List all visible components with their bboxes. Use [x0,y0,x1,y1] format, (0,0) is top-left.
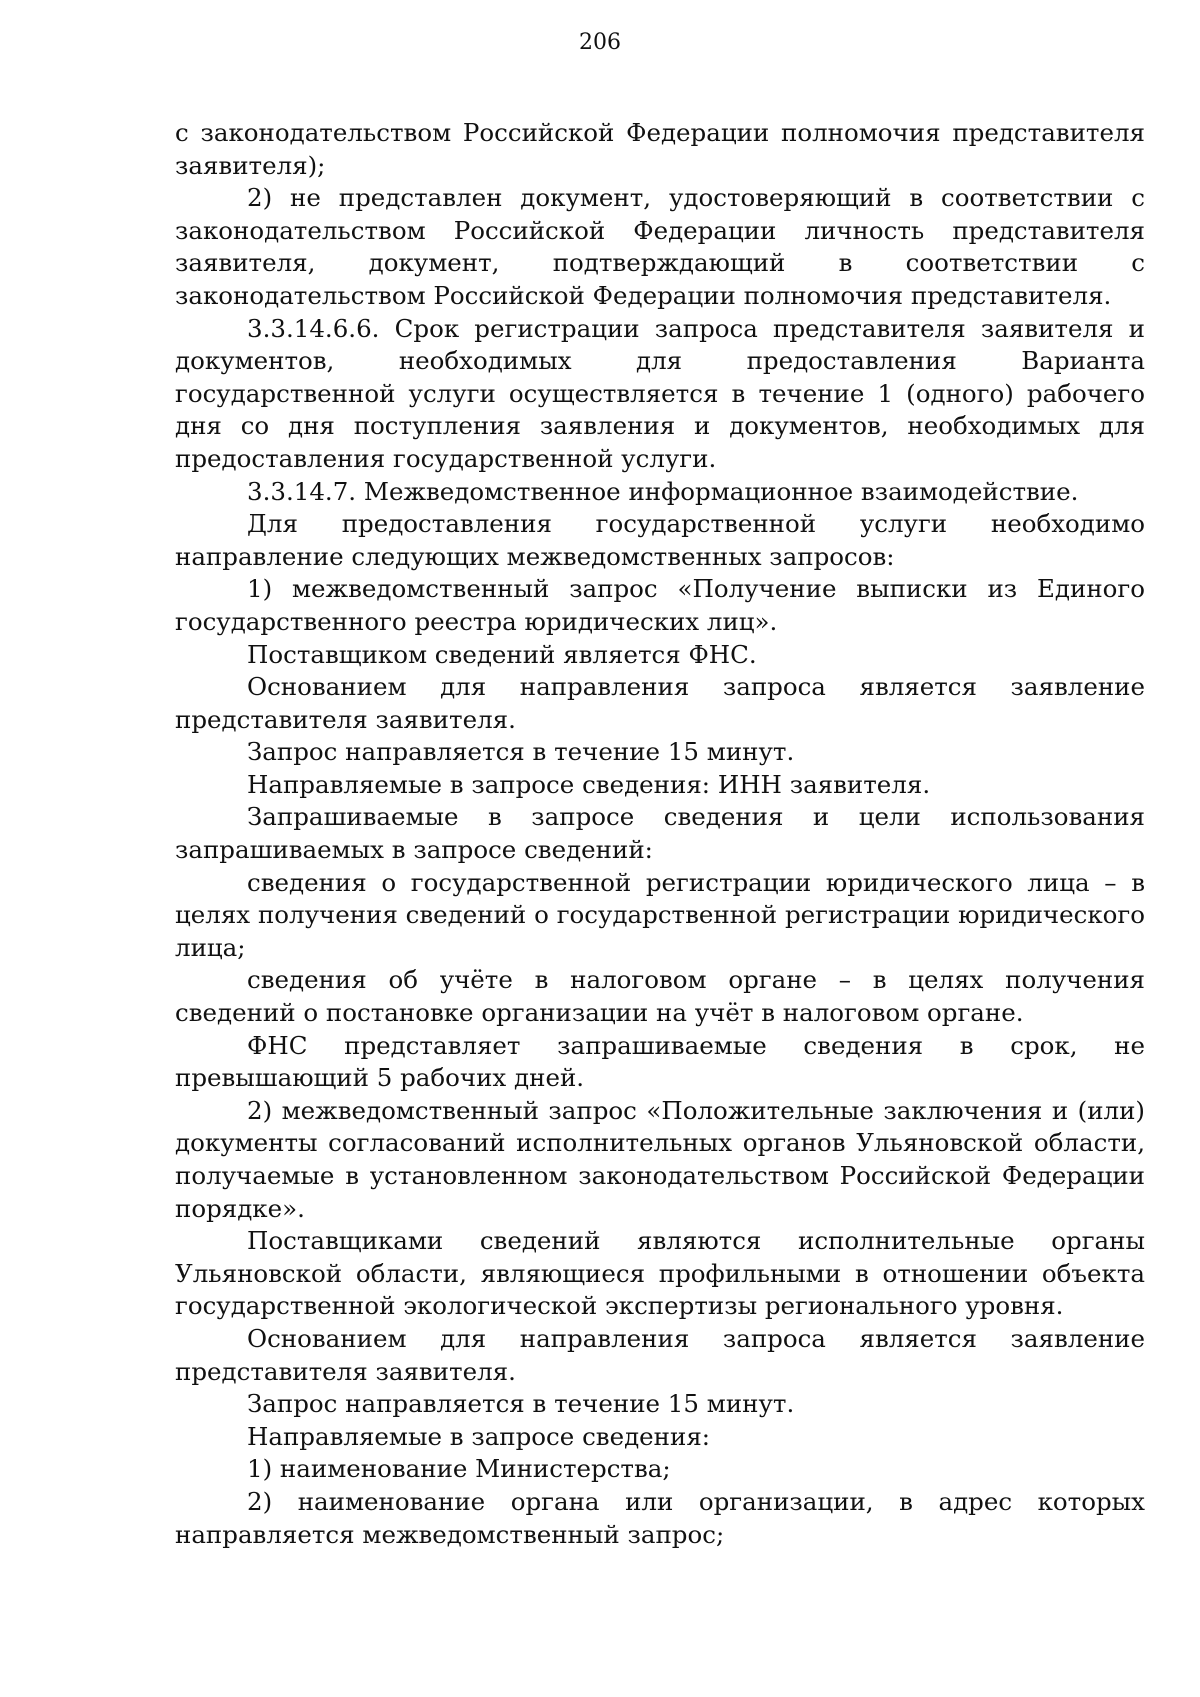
page-number: 206 [579,30,621,55]
paragraph: Поставщиками сведений являются исполнительные органы Ульяновской области, являющиеся профильными в отношении объекта государственной экологической экспертизы регионального уровня. [175,1226,1145,1321]
paragraph: Поставщиком сведений является ФНС. [247,639,757,669]
paragraph: Основанием для направления запроса является заявление представителя заявителя. [175,672,1145,734]
paragraph: сведения об учёте в налоговом органе – в целях получения сведений о постановке организации на учёт в налоговом органе. [175,965,1145,1028]
document-body [175,117,1145,1551]
paragraph: Запрашиваемые в запросе сведения и цели использования запрашиваемых в запросе сведений: [175,802,1145,865]
paragraph: 3.3.14.7. Межведомственное информационное взаимодействие. [247,476,1079,506]
paragraph: Направляемые в запросе сведения: [247,1421,711,1451]
paragraph: с законодательством Российской Федерации полномочия представителя заявителя); [175,118,1145,180]
paragraph: 3.3.14.6.6. Срок регистрации запроса представителя заявителя и документов, необходимых для предоставления Варианта государственной услуги осуществляется в течение 1 (одного) рабочего дня со дня поступления заявления и документов, необходимых для предоставления государственной услуги. [175,313,1145,473]
paragraph: Для предоставления государственной услуги необходимо направление следующих межведомственных запросов: [175,509,1145,571]
paragraph: Запрос направляется в течение 15 минут. [247,737,795,767]
paragraph: 1) наименование Министерства; [247,1454,671,1484]
paragraph: Основанием для направления запроса является заявление представителя заявителя. [175,1323,1145,1386]
paragraph: Направляемые в запросе сведения: ИНН заявителя. [247,769,931,799]
paragraph: сведения о государственной регистрации юридического лица – в целях получения сведений о государственной регистрации юридического лица; [175,867,1145,962]
paragraph: 2) не представлен документ, удостоверяющий в соответствии с законодательством Российской Федерации личность представителя заявителя, документ, подтверждающий в соответствии с законодательством Российской Федерации полномочия представителя. [175,183,1145,310]
paragraph: ФНС представляет запрашиваемые сведения в срок, не превышающий 5 рабочих дней. [175,1030,1145,1093]
paragraph: 2) межведомственный запрос «Положительные заключения и (или) документы согласований исполнительных органов Ульяновской области, получаемые в установленном законодательством Российской Федерации порядке». [175,1095,1145,1223]
paragraph: 1) межведомственный запрос «Получение выписки из Единого государственного реестра юридических лиц». [175,574,1145,636]
paragraph: Запрос направляется в течение 15 минут. [247,1389,795,1419]
paragraph: 2) наименование органа или организации, в адрес которых направляется межведомственный запрос; [175,1486,1145,1549]
